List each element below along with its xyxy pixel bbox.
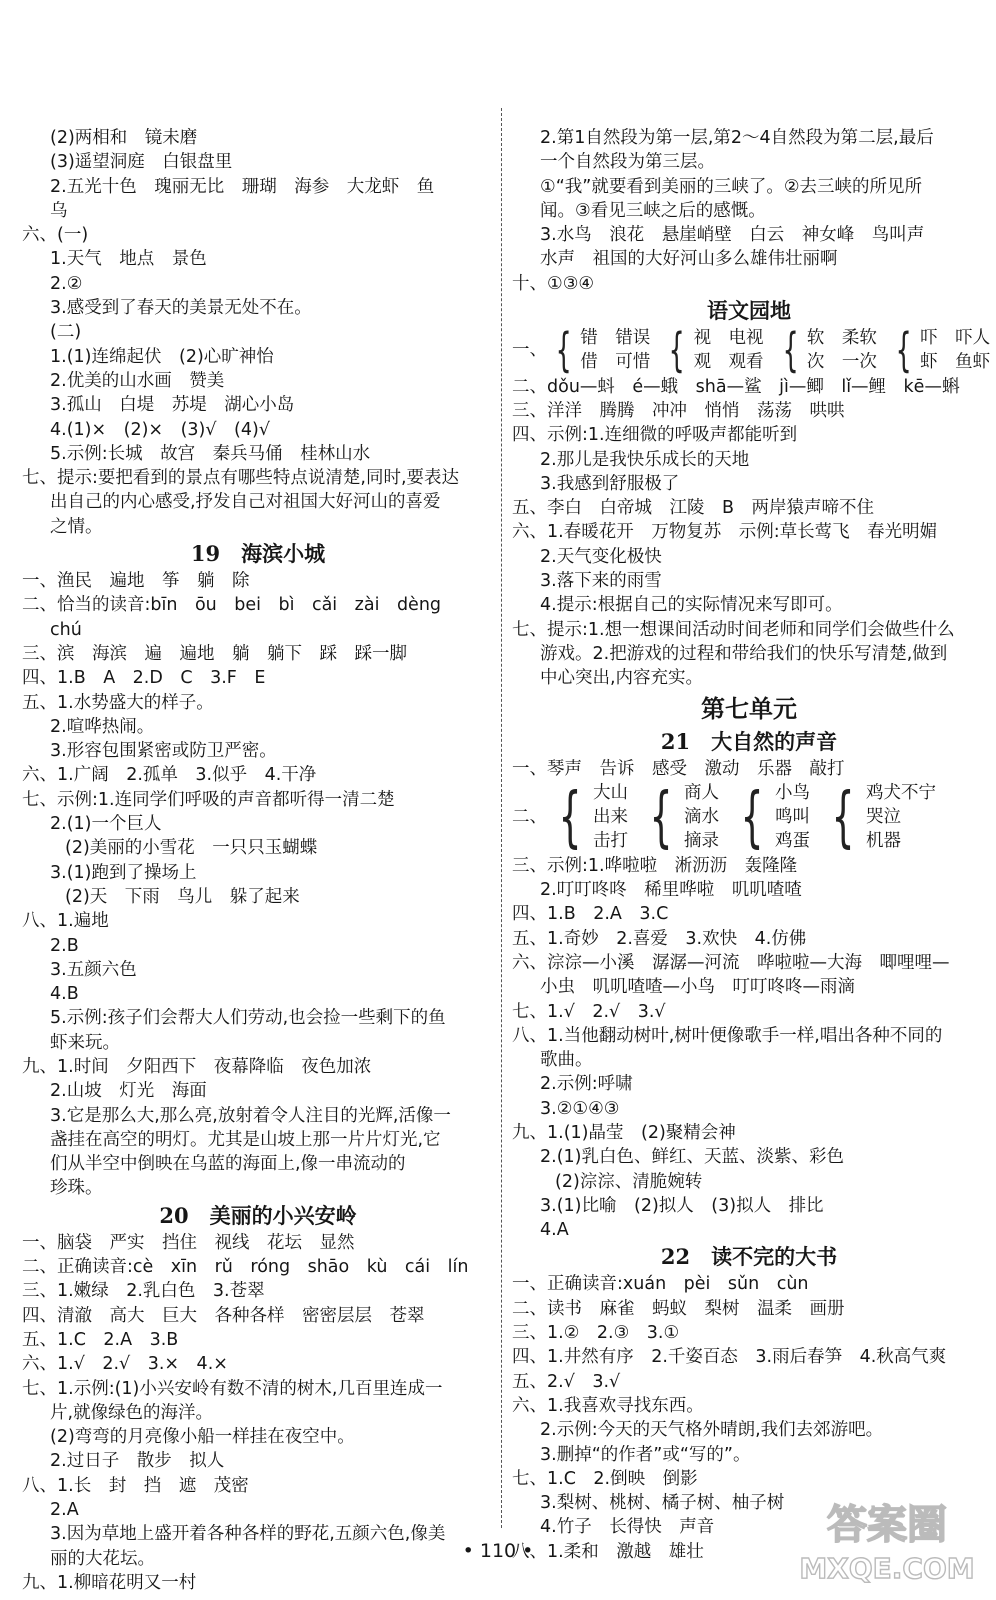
answer-line: 3.我感到舒服极了 — [540, 473, 680, 494]
brace-word: 鸣叫 — [775, 807, 810, 828]
answer-line: 盏挂在高空的明灯。尤其是山坡上那一片片灯光,它 — [50, 1129, 441, 1150]
answer-line: 二、dǒu—蚪 é—蛾 shā—鲨 jì—鲫 lǐ—鲤 kē—蝌 — [512, 376, 960, 397]
answer-line: 一、渔民 遍地 筝 躺 除 — [22, 571, 250, 592]
answer-line: 2.A — [50, 1500, 79, 1521]
answer-line: 三、1.② 2.③ 3.① — [512, 1323, 680, 1344]
answer-line: 六、1.我喜欢寻找东西。 — [512, 1395, 704, 1416]
answer-line: 们从半空中倒映在乌蓝的海面上,像一串流动的 — [50, 1154, 406, 1175]
brace-word: 鸡犬不宁 — [866, 782, 936, 803]
brace-icon: { — [649, 778, 673, 856]
brace-word: 出来 — [593, 807, 628, 828]
answer-line: 2.示例:呼啸 — [540, 1074, 633, 1095]
answer-line: 七、提示:要把看到的景点有哪些特点说清楚,同时,要表达 — [22, 468, 460, 489]
answer-line: 一、脑袋 严实 挡住 视线 花坛 显然 — [22, 1232, 355, 1253]
answer-line: 2.叮叮咚咚 稀里哗啦 叽叽喳喳 — [540, 880, 802, 901]
answer-line: 3.梨树、桃树、橘子树、柚子树 — [540, 1493, 785, 1514]
answer-line: 3.落下来的雨雪 — [540, 571, 662, 592]
answer-line: 2.五光十色 瑰丽无比 珊瑚 海参 大龙虾 鱼 — [50, 176, 435, 197]
answer-line: 4.竹子 长得快 声音 — [540, 1517, 715, 1538]
answer-line: 六、1.春暖花开 万物复苏 示例:草长莺飞 春光明媚 — [512, 522, 938, 543]
answer-line: 二、读书 麻雀 蚂蚁 梨树 温柔 画册 — [512, 1298, 845, 1319]
answer-line: 2.(1)一个巨人 — [50, 814, 162, 835]
brace-item — [820, 778, 946, 856]
answer-line: 3.孤山 白堤 苏堤 湖心小岛 — [50, 395, 295, 416]
brace-item — [774, 323, 887, 378]
answer-line: 4.(1)× (2)× (3)√ (4)√ — [50, 419, 270, 440]
answer-line: (2)淙淙、清脆婉转 — [555, 1171, 703, 1192]
answer-line: 2.B — [50, 935, 79, 956]
answer-line: 七、提示:1.想一想课间活动时间老师和同学们会做些什么 — [512, 619, 955, 640]
answer-line: 四、1.井然有序 2.千姿百态 3.雨后春笋 4.秋高气爽 — [512, 1347, 947, 1368]
brace-word: 滴水 — [684, 807, 719, 828]
brace-item — [887, 323, 996, 378]
answer-line: 六、(一) — [22, 225, 89, 246]
answer-line: 七、1.示例:(1)小兴安岭有数不清的树木,几百里连成一 — [22, 1378, 443, 1399]
answer-line: 3.(1)比喻 (2)拟人 (3)拟人 排比 — [540, 1195, 824, 1216]
answer-line: 3.②①④③ — [540, 1098, 620, 1119]
column-divider — [501, 108, 502, 1528]
answer-line: 四、1.B 2.A 3.C — [512, 904, 669, 925]
answer-line: 七、示例:1.连同学们呼吸的声音都听得一清二楚 — [22, 789, 395, 810]
answer-line: 八、1.遍地 — [22, 911, 109, 932]
answer-line: 三、洋洋 腾腾 冲冲 悄悄 荡荡 哄哄 — [512, 400, 845, 421]
answer-line: 2.喧哗热闹。 — [50, 716, 155, 737]
answer-line: 4.B — [50, 984, 79, 1005]
answer-line: 3.它是那么大,那么亮,放射着令人注目的光辉,活像一 — [50, 1105, 451, 1126]
answer-line: 五、2.√ 3.√ — [512, 1371, 621, 1392]
brace-word: 观 观看 — [693, 352, 764, 373]
brace-item — [547, 323, 660, 378]
answer-line: 一个自然段为第三层。 — [540, 152, 715, 173]
answer-line: 1.(1)连绵起伏 (2)心旷神怡 — [50, 346, 274, 367]
brace-word: 哭泣 — [866, 807, 901, 828]
brace-word: 鸡蛋 — [775, 831, 810, 852]
answer-line: 之情。 — [50, 516, 103, 537]
answer-line: 3.五颜六色 — [50, 959, 137, 980]
answer-line: 九、1.柳暗花明又一村 — [22, 1572, 197, 1593]
answer-line: 3.水鸟 浪花 悬崖峭壁 白云 神女峰 鸟叫声 — [540, 225, 925, 246]
answer-line: 二、正确读音:cè xīn rǔ róng shāo kù cái lín — [22, 1257, 469, 1278]
answer-line: (2)弯弯的月亮像小船一样挂在夜空中。 — [50, 1427, 355, 1448]
answer-line: (3)遥望洞庭 白银盘里 — [50, 152, 233, 173]
answer-line: 一、琴声 告诉 感受 激动 乐器 敲打 — [512, 758, 845, 779]
answer-line: 二、恰当的读音:bīn ōu bei bì cǎi zài dèng — [22, 595, 442, 616]
answer-line: 闻。③看见三峡之后的感慨。 — [540, 200, 766, 221]
answer-line: 十、①③④ — [512, 273, 595, 294]
answer-line: 3.感受到了春天的美景无处不在。 — [50, 298, 312, 319]
answer-line: 4.提示:根据自己的实际情况来写即可。 — [540, 595, 843, 616]
brace-group-label: 二、 — [512, 807, 547, 828]
brace-word: 次 一次 — [806, 352, 877, 373]
answer-line: 乌 — [50, 200, 68, 221]
answer-line: 三、滨 海滨 遍 遍地 躺 躺下 踩 踩一脚 — [22, 643, 407, 664]
answer-line: 五、李白 白帝城 江陵 B 两岸猿声啼不住 — [512, 498, 875, 519]
lesson-heading: 22 读不完的大书 — [660, 1244, 838, 1270]
answer-line: chú — [50, 619, 82, 640]
answer-line: 七、1.C 2.倒映 倒影 — [512, 1468, 698, 1489]
answer-line: 5.示例:长城 故宫 秦兵马俑 桂林山水 — [50, 443, 371, 464]
answer-line: 八、1.柔和 激越 雄壮 — [512, 1541, 704, 1562]
answer-line: (2)美丽的小雪花 一只只玉蝴蝶 — [65, 838, 318, 859]
answer-line: 七、1.√ 2.√ 3.√ — [512, 1001, 666, 1022]
brace-word: 错 错误 — [580, 328, 651, 349]
answer-line: 2.天气变化极快 — [540, 546, 662, 567]
brace-word: 小鸟 — [775, 782, 810, 803]
lesson-heading: 语文园地 — [707, 298, 791, 324]
answer-line: 2.过日子 散步 拟人 — [50, 1451, 225, 1472]
answer-line: (二) — [50, 322, 82, 343]
answer-line: 2.山坡 灯光 海面 — [50, 1081, 207, 1102]
answer-line: 2.那儿是我快乐成长的天地 — [540, 449, 750, 470]
answer-line: 中心突出,内容充实。 — [540, 668, 704, 689]
answer-line: 3.因为草地上盛开着各种各样的野花,五颜六色,像美 — [50, 1524, 446, 1545]
answer-line: 2.(1)乳白色、鲜红、天蓝、淡紫、彩色 — [540, 1147, 844, 1168]
answer-line: 2.优美的山水画 赞美 — [50, 370, 225, 391]
answer-line: 水声 祖国的大好河山多么雄伟壮丽啊 — [540, 249, 838, 270]
answer-line: 游戏。2.把游戏的过程和带给我们的快乐写清楚,做到 — [540, 643, 948, 664]
right-column — [512, 126, 991, 1564]
answer-line: 四、清澈 高大 巨大 各种各样 密密层层 苍翠 — [22, 1305, 425, 1326]
answer-line: 六、1.√ 2.√ 3.× 4.× — [22, 1354, 228, 1375]
brace-word: 商人 — [684, 782, 719, 803]
unit-heading: 第七单元 — [701, 693, 797, 723]
brace-word: 大山 — [593, 782, 628, 803]
answer-line: 2.② — [50, 273, 83, 294]
answer-line: 六、1.广阔 2.孤单 3.似乎 4.干净 — [22, 765, 317, 786]
answer-line: (2)天 下雨 鸟儿 躲了起来 — [65, 886, 300, 907]
answer-line: 3.删掉“的作者”或“写的”。 — [540, 1444, 751, 1465]
answer-line: 小虫 叽叽喳喳—小鸟 叮叮咚咚—雨滴 — [540, 977, 855, 998]
answer-line: 歌曲。 — [540, 1050, 593, 1071]
answer-line: 九、1.(1)晶莹 (2)聚精会神 — [512, 1122, 736, 1143]
lesson-heading: 20 美丽的小兴安岭 — [159, 1202, 357, 1228]
brace-icon: { — [555, 323, 572, 378]
answer-line: 四、1.B A 2.D C 3.F E — [22, 668, 266, 689]
answer-line: 虾来玩。 — [50, 1032, 120, 1053]
brace-item — [547, 778, 638, 856]
brace-group — [512, 323, 991, 378]
answer-line: 五、1.水势盛大的样子。 — [22, 692, 214, 713]
brace-icon: { — [558, 778, 582, 856]
answer-line: ①“我”就要看到美丽的三峡了。②去三峡的所见所 — [540, 176, 923, 197]
answer-line: 八、1.长 封 挡 遮 茂密 — [22, 1475, 249, 1496]
answer-line: (2)两相和 镜未磨 — [50, 128, 198, 148]
answer-line: 出自己的内心感受,抒发自己对祖国大好河山的喜爱 — [50, 492, 441, 513]
answer-line: 3.(1)跑到了操场上 — [50, 862, 197, 883]
brace-item — [660, 323, 773, 378]
answer-line: 六、淙淙—小溪 潺潺—河流 哗啦啦—大海 唧哩哩— — [512, 952, 950, 973]
answer-line: 丽的大花坛。 — [50, 1548, 155, 1569]
brace-word: 软 柔软 — [806, 328, 877, 349]
brace-icon: { — [831, 778, 855, 856]
answer-line: 八、1.当他翻动树叶,树叶便像歌手一样,唱出各种不同的 — [512, 1025, 943, 1046]
lesson-heading: 19 海滨小城 — [190, 541, 326, 567]
answer-line: 三、1.嫩绿 2.乳白色 3.苍翠 — [22, 1281, 265, 1302]
brace-item — [638, 778, 729, 856]
answer-line: 片,就像绿色的海洋。 — [50, 1402, 214, 1423]
answer-line: 一、正确读音:xuán pèi sǔn cùn — [512, 1274, 809, 1295]
watermark-logo — [795, 1488, 980, 1588]
answer-line: 珍珠。 — [50, 1178, 103, 1199]
brace-word: 吓 吓人 — [920, 328, 991, 349]
brace-word: 视 电视 — [693, 328, 764, 349]
page-number: • 110 • — [462, 1540, 534, 1562]
lesson-heading: 21 大自然的声音 — [660, 728, 838, 754]
watermark-top: 答案圈 — [827, 1502, 947, 1548]
brace-word: 摘录 — [684, 831, 719, 852]
brace-word: 机器 — [866, 831, 901, 852]
answer-line: 九、1.时间 夕阳西下 夜幕降临 夜色加浓 — [22, 1056, 372, 1077]
brace-group-label: 一、 — [512, 340, 547, 361]
answer-line: 4.A — [540, 1220, 569, 1241]
answer-line: 2.第1自然段为第一层,第2～4自然段为第二层,最后 — [540, 128, 934, 148]
brace-word: 借 可惜 — [580, 352, 651, 373]
brace-word: 击打 — [593, 831, 628, 852]
brace-icon: { — [740, 778, 764, 856]
answer-line: 1.天气 地点 景色 — [50, 249, 207, 270]
answer-line: 5.示例:孩子们会帮大人们劳动,也会捡一些剩下的鱼 — [50, 1008, 446, 1029]
answer-line: 3.形容包围紧密或防卫严密。 — [50, 741, 277, 762]
answer-line: 三、示例:1.哗啦啦 淅沥沥 轰隆隆 — [512, 855, 798, 876]
answer-line: 五、1.奇妙 2.喜爱 3.欢快 4.仿佛 — [512, 928, 807, 949]
watermark-bottom: MXQE.COM — [799, 1552, 975, 1585]
brace-icon: { — [668, 323, 685, 378]
answer-line: 五、1.C 2.A 3.B — [22, 1329, 179, 1350]
brace-icon: { — [782, 323, 799, 378]
brace-item — [729, 778, 820, 856]
answer-line: 四、示例:1.连细微的呼吸声都能听到 — [512, 425, 798, 446]
brace-group — [512, 778, 986, 856]
answer-line: 2.示例:今天的天气格外晴朗,我们去郊游吧。 — [540, 1420, 884, 1441]
brace-icon: { — [895, 323, 912, 378]
left-column — [22, 126, 494, 1595]
brace-word: 虾 鱼虾 — [920, 352, 991, 373]
